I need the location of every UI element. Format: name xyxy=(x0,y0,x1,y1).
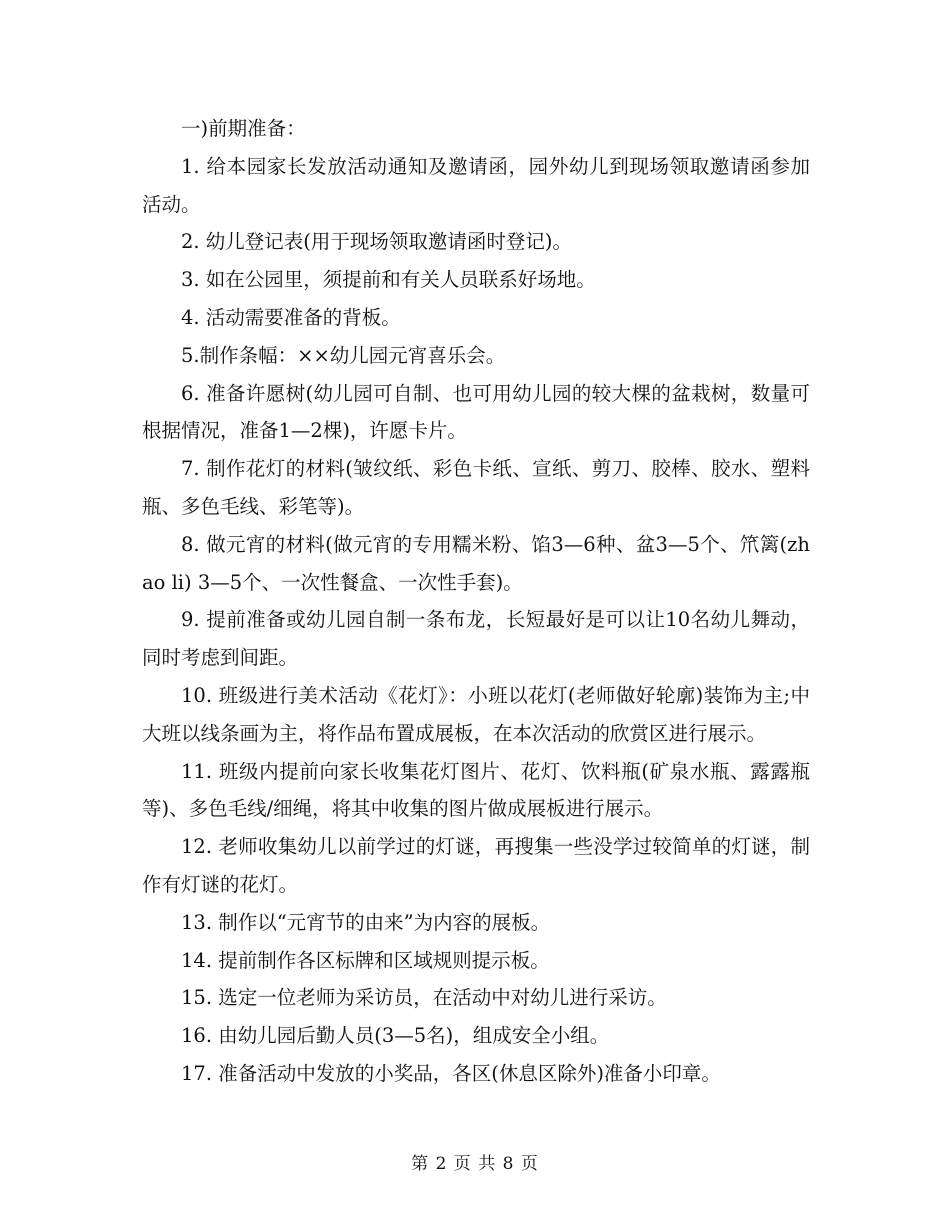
list-item: 16. 由幼儿园后勤人员(3—5名)，组成安全小组。 xyxy=(181,1024,610,1048)
list-item: 10. 班级进行美术活动《花灯》：小班以花灯(老师做好轮廓)装饰为主;中大班以线条画为主，将作品布置成展板，在本次活动的欣赏区进行展示。 xyxy=(142,683,810,745)
list-item: 8. 做元宵的材料(做元宵的专用糯米粉、馅3—6种、盆3—5个、笊篱(zhao li) 3—5个、一次性餐盒、一次性手套)。 xyxy=(142,532,810,594)
list-item: 9. 提前准备或幼儿园自制一条布龙，长短最好是可以让10名幼儿舞动，同时考虑到间距。 xyxy=(142,608,810,670)
list-item: 3. 如在公园里，须提前和有关人员联系好场地。 xyxy=(181,268,596,292)
list-item: 11. 班级内提前向家长收集花灯图片、花灯、饮料瓶(矿泉水瓶、露露瓶等)、多色毛线/细绳，将其中收集的图片做成展板进行展示。 xyxy=(142,759,810,821)
list-item: 2. 幼儿登记表(用于现场领取邀请函时登记)。 xyxy=(181,230,573,254)
list-item: 6. 准备许愿树(幼儿园可自制、也可用幼儿园的较大棵的盆栽树，数量可根据情况，准备1—2棵)，许愿卡片。 xyxy=(142,381,810,443)
list-item: 1. 给本园家长发放活动通知及邀请函，园外幼儿到现场领取邀请函参加活动。 xyxy=(142,154,810,216)
list-item: 13. 制作以“元宵节的由来”为内容的展板。 xyxy=(181,910,551,934)
list-item: 17. 准备活动中发放的小奖品，各区(休息区除外)准备小印章。 xyxy=(181,1061,721,1085)
list-item: 14. 提前制作各区标牌和区域规则提示板。 xyxy=(181,948,550,972)
list-item: 7. 制作花灯的材料(皱纹纸、彩色卡纸、宣纸、剪刀、胶棒、胶水、塑料瓶、多色毛线、彩笔等)。 xyxy=(142,457,810,518)
section-heading: 一)前期准备： xyxy=(181,117,306,140)
list-item: 4. 活动需要准备的背板。 xyxy=(181,305,401,329)
list-item: 15. 选定一位老师为采访员，在活动中对幼儿进行采访。 xyxy=(181,986,667,1010)
list-item: 12. 老师收集幼儿以前学过的灯谜，再搜集一些没学过较简单的灯谜，制作有灯谜的花灯。 xyxy=(142,835,810,896)
list-item: 5.制作条幅：××幼儿园元宵喜乐会。 xyxy=(181,343,506,367)
page-footer: 第 2 页 共 8 页 xyxy=(411,1154,539,1174)
document-body xyxy=(142,110,810,1093)
